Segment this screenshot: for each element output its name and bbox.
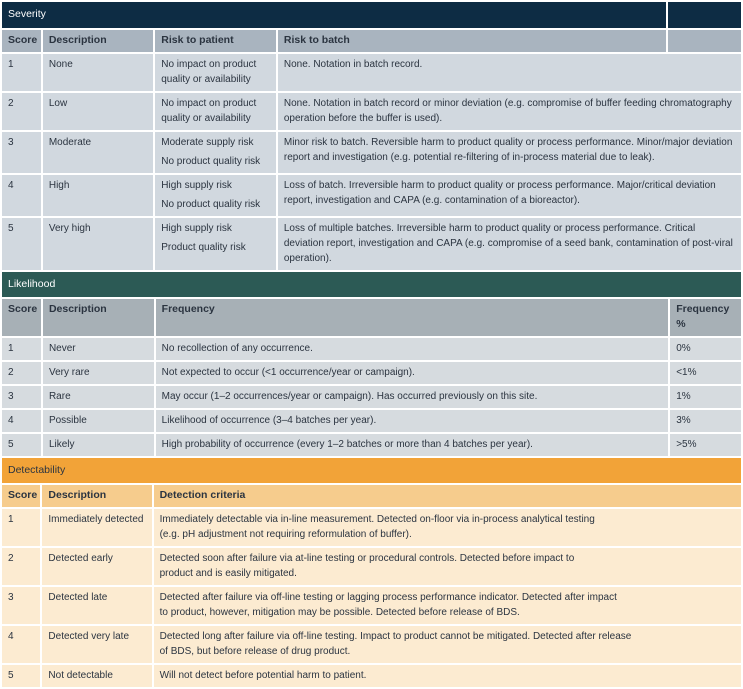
header-frequency-percent: Frequency % xyxy=(670,299,741,336)
batch-line: Loss of multiple batches. Irreversible harm to product quality or process performance. Critical deviation report, investigation and CAPA (e.g. compromise of a seed bank, contamination of post-viral operation). xyxy=(283,223,733,264)
detectability-header-row xyxy=(2,485,741,507)
criteria-line: Detected soon after failure via at-line testing or procedural controls. Detected before impact to xyxy=(159,553,575,564)
header-frequency: Frequency xyxy=(156,299,669,336)
score-cell: 5 xyxy=(2,665,40,687)
frequency-cell: Not expected to occur (<1 occurrence/year or campaign). xyxy=(156,362,669,384)
description-cell: Detected early xyxy=(42,548,151,585)
detectability-title-row xyxy=(2,458,741,483)
description-cell: Detected late xyxy=(42,587,151,624)
score-cell: 2 xyxy=(2,93,41,130)
description-cell: Low xyxy=(43,93,153,130)
detectability-title: Detectability xyxy=(2,458,741,483)
frequency-percent-cell: >5% xyxy=(670,434,741,456)
severity-title-row xyxy=(2,2,741,28)
description-cell: Never xyxy=(43,338,154,360)
description-cell: Very rare xyxy=(43,362,154,384)
table-row xyxy=(2,175,741,216)
table-row xyxy=(2,338,741,360)
description-cell: Immediately detected xyxy=(42,509,151,546)
severity-header-row xyxy=(2,30,741,52)
criteria-line: Will not detect before potential harm to patient. xyxy=(159,670,367,681)
table-row xyxy=(2,218,741,270)
risk-to-patient-cell xyxy=(155,218,276,270)
likelihood-title-row xyxy=(2,272,741,297)
risk-to-batch-cell xyxy=(278,54,741,91)
severity-title-blank xyxy=(668,2,741,28)
likelihood-header-row xyxy=(2,299,741,336)
patient-line: No impact on product quality or availability xyxy=(161,59,257,85)
frequency-cell: High probability of occurrence (every 1–2 batches or more than 4 batches per year). xyxy=(156,434,669,456)
criteria-line: Immediately detectable via in-line measurement. Detected on-floor via in-process analytical testing xyxy=(159,514,595,525)
score-cell: 3 xyxy=(2,386,41,408)
description-cell: Very high xyxy=(43,218,153,270)
frequency-percent-cell: 1% xyxy=(670,386,741,408)
table-row xyxy=(2,132,741,173)
criteria-line: Detected long after failure via off-line testing. Impact to product cannot be mitigated. Detected after release xyxy=(159,631,632,642)
table-row xyxy=(2,509,741,546)
description-cell: Likely xyxy=(43,434,154,456)
description-cell: Rare xyxy=(43,386,154,408)
risk-to-batch-cell xyxy=(278,132,741,173)
header-detection-criteria: Detection criteria xyxy=(154,485,741,507)
score-cell: 4 xyxy=(2,410,41,432)
header-score: Score xyxy=(2,299,41,336)
detection-criteria-cell xyxy=(154,587,741,624)
header-score: Score xyxy=(2,485,40,507)
table-row xyxy=(2,434,741,456)
table-row xyxy=(2,665,741,687)
table-row xyxy=(2,386,741,408)
risk-to-patient-cell xyxy=(155,132,276,173)
risk-to-batch-cell xyxy=(278,218,741,270)
table-row xyxy=(2,93,741,130)
criteria-line: product and is easily mitigated. xyxy=(159,568,297,579)
patient-line: High supply risk xyxy=(161,180,232,191)
detectability-table xyxy=(0,456,743,689)
risk-to-batch-cell xyxy=(278,93,741,130)
detection-criteria-cell xyxy=(154,509,741,546)
table-row xyxy=(2,626,741,663)
batch-line: None. Notation in batch record or minor deviation (e.g. compromise of buffer feeding chromatography operation before the buffer is used). xyxy=(283,98,732,124)
batch-line: Loss of batch. Irreversible harm to product quality or process performance. Major/critical deviation report, investigation and CAPA (e.g. contamination of a bioreactor). xyxy=(283,180,716,206)
header-blank xyxy=(668,30,741,52)
patient-line: No product quality risk xyxy=(161,156,261,167)
description-cell: Not detectable xyxy=(42,665,151,687)
frequency-cell: No recollection of any occurrence. xyxy=(156,338,669,360)
frequency-percent-cell: <1% xyxy=(670,362,741,384)
table-row xyxy=(2,548,741,585)
risk-to-patient-cell xyxy=(155,54,276,91)
frequency-percent-cell: 3% xyxy=(670,410,741,432)
score-cell: 5 xyxy=(2,434,41,456)
frequency-percent-cell: 0% xyxy=(670,338,741,360)
description-cell: Moderate xyxy=(43,132,153,173)
header-score: Score xyxy=(2,30,41,52)
score-cell: 4 xyxy=(2,626,40,663)
score-cell: 4 xyxy=(2,175,41,216)
patient-line: No product quality risk xyxy=(161,199,261,210)
score-cell: 1 xyxy=(2,338,41,360)
header-description: Description xyxy=(43,299,154,336)
header-description: Description xyxy=(43,30,153,52)
table-row xyxy=(2,362,741,384)
likelihood-table xyxy=(0,270,743,458)
severity-title: Severity xyxy=(2,2,666,28)
detection-criteria-cell xyxy=(154,665,741,687)
risk-to-patient-cell xyxy=(155,175,276,216)
detection-criteria-cell xyxy=(154,626,741,663)
criteria-line: to product, however, mitigation may be possible. Detected before release of BDS. xyxy=(159,607,520,618)
score-cell: 3 xyxy=(2,132,41,173)
likelihood-title: Likelihood xyxy=(2,272,741,297)
score-cell: 1 xyxy=(2,54,41,91)
patient-line: High supply risk xyxy=(161,223,232,234)
frequency-cell: Likelihood of occurrence (3–4 batches per year). xyxy=(156,410,669,432)
patient-line: No impact on product quality or availability xyxy=(161,98,257,124)
table-row xyxy=(2,587,741,624)
patient-line: Moderate supply risk xyxy=(161,137,254,148)
detection-criteria-cell xyxy=(154,548,741,585)
criteria-line: (e.g. pH adjustment not requiring reformulation of buffer). xyxy=(159,529,412,540)
description-cell: Possible xyxy=(43,410,154,432)
score-cell: 2 xyxy=(2,548,40,585)
criteria-line: Detected after failure via off-line testing or lagging process performance indicator. Detected after impact xyxy=(159,592,617,603)
batch-line: None. Notation in batch record. xyxy=(283,59,423,70)
header-risk-to-patient: Risk to patient xyxy=(155,30,276,52)
score-cell: 1 xyxy=(2,509,40,546)
criteria-line: of BDS, but before release of drug product. xyxy=(159,646,351,657)
header-risk-to-batch: Risk to batch xyxy=(278,30,667,52)
description-cell: Detected very late xyxy=(42,626,151,663)
description-cell: None xyxy=(43,54,153,91)
risk-to-batch-cell xyxy=(278,175,741,216)
score-cell: 5 xyxy=(2,218,41,270)
header-description: Description xyxy=(42,485,151,507)
score-cell: 3 xyxy=(2,587,40,624)
score-cell: 2 xyxy=(2,362,41,384)
batch-line: Minor risk to batch. Reversible harm to product quality or process performance. Minor/major deviation report and investigation (e.g. potential re-filtering of in-process material due to leak). xyxy=(283,137,733,163)
description-cell: High xyxy=(43,175,153,216)
frequency-cell: May occur (1–2 occurrences/year or campaign). Has occurred previously on this site. xyxy=(156,386,669,408)
risk-to-patient-cell xyxy=(155,93,276,130)
table-row xyxy=(2,54,741,91)
patient-line: Product quality risk xyxy=(161,242,246,253)
severity-table xyxy=(0,0,743,272)
table-row xyxy=(2,410,741,432)
